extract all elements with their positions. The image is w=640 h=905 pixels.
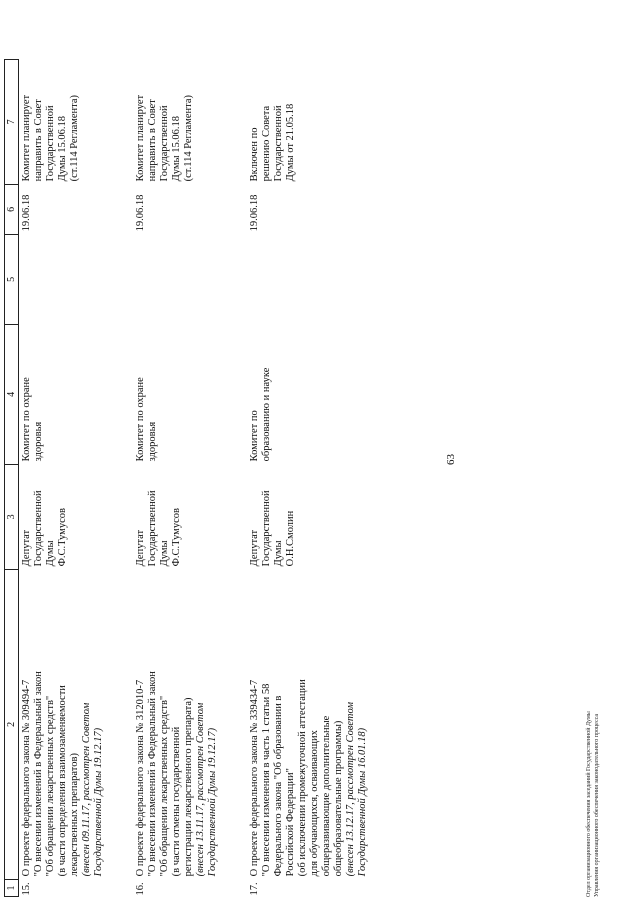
- status-line: Комитет планирует: [21, 94, 32, 182]
- committee-line: Комитет по: [249, 410, 260, 462]
- table-row: [247, 59, 377, 896]
- bill-line: (об исключении промежуточной аттестации: [297, 679, 308, 877]
- author-line: Государственной: [147, 490, 158, 567]
- header-cell: 6: [5, 184, 19, 234]
- row-number: 15.: [21, 882, 32, 896]
- col5-cell: [133, 234, 247, 324]
- bill-line: регистрации лекарственного препарата): [183, 697, 194, 877]
- committee-cell: [19, 324, 134, 464]
- bill-line: Российской Федерации": [285, 768, 296, 877]
- date-cell: 19.06.18: [135, 194, 146, 232]
- bill-line: "О внесении изменений в Федеральный закон: [147, 671, 158, 877]
- header-cell: 5: [5, 234, 19, 324]
- author-line: Думы: [159, 540, 170, 567]
- bill-description: [133, 569, 247, 879]
- footer-line: Отдел организационного обеспечения заседаний Государственной Думы: [586, 711, 592, 897]
- status-line: направить в Совет: [33, 99, 44, 182]
- footer-line: Управления организационного обеспечения законодательного процесса: [594, 713, 600, 897]
- table-row: [19, 59, 134, 896]
- bill-line: для обучающихся, осваивающих: [309, 730, 320, 877]
- bill-line: (в части определения взаимозаменяемости: [57, 685, 68, 877]
- author-line: Думы: [273, 540, 284, 567]
- author-cell: [247, 464, 377, 569]
- bill-line: О проекте федерального закона № 339434-7: [249, 679, 260, 877]
- bill-line: Федерального закона "Об образовании в: [273, 695, 284, 877]
- status-line: Государственной: [159, 105, 170, 182]
- bill-line: (в части отмены государственной: [171, 726, 182, 877]
- bill-line: лекарственных препаратов): [69, 753, 80, 877]
- committee-line: здоровья: [147, 421, 158, 462]
- header-cell: 2: [5, 569, 19, 879]
- status-cell: [19, 59, 134, 184]
- bill-note: (внесен 13.11.17, рассмотрен Советом: [195, 702, 206, 877]
- status-line: Комитет планирует: [135, 94, 146, 182]
- author-cell: [133, 464, 247, 569]
- status-line: (ст.114 Регламента): [69, 94, 80, 182]
- bill-note: (внесен 09.11.17, рассмотрен Советом: [81, 702, 92, 877]
- bill-line: общеразвивающие дополнительные: [321, 715, 332, 877]
- author-line: Депутат: [135, 529, 146, 567]
- col5-cell: [19, 234, 134, 324]
- bill-line: О проекте федерального закона № 309494-7: [21, 679, 32, 877]
- header-cell: 1: [5, 879, 19, 896]
- header-cell: 7: [5, 59, 19, 184]
- status-line: Включен по: [249, 127, 260, 182]
- date-cell: 19.06.18: [249, 194, 260, 232]
- committee-line: здоровья: [33, 421, 44, 462]
- bill-description: [19, 569, 134, 879]
- author-line: Депутат: [21, 529, 32, 567]
- bill-line: "Об обращении лекарственных средств": [45, 695, 56, 877]
- bill-note: (внесен 13.12.17, рассмотрен Советом: [345, 701, 356, 877]
- author-cell: [19, 464, 134, 569]
- bill-note: Государственной Думы 16.01.18): [357, 727, 368, 877]
- bills-table: [4, 59, 377, 897]
- page-number: 63: [445, 454, 457, 465]
- committee-cell: [247, 324, 377, 464]
- row-number: 16.: [135, 882, 146, 896]
- author-line: Государственной: [261, 490, 272, 567]
- committee-line: Комитет по охране: [135, 377, 146, 462]
- status-line: Государственной: [273, 105, 284, 182]
- bill-line: "О внесении изменения в часть 1 статьи 58: [261, 683, 272, 877]
- status-cell: [133, 59, 247, 184]
- committee-cell: [133, 324, 247, 464]
- bill-description: [247, 569, 377, 879]
- status-line: Думы 15.06.18: [171, 116, 182, 182]
- table-row: [133, 59, 247, 896]
- status-line: Думы 15.06.18: [57, 116, 68, 182]
- committee-line: образованию и науке: [261, 367, 272, 462]
- footer: [585, 711, 601, 897]
- status-line: решению Совета: [261, 105, 272, 182]
- status-cell: [247, 59, 377, 184]
- header-row: [5, 59, 19, 896]
- header-cell: 4: [5, 324, 19, 464]
- author-line: Депутат: [249, 529, 260, 567]
- bill-note: Государственной Думы 19.12.17): [207, 727, 218, 877]
- committee-line: Комитет по охране: [21, 377, 32, 462]
- author-line: Государственной: [33, 490, 44, 567]
- status-line: (ст.114 Регламента): [183, 94, 194, 182]
- bill-line: О проекте федерального закона № 312010-7: [135, 679, 146, 877]
- author-line: Думы: [45, 540, 56, 567]
- bill-note: Государственной Думы 19.12.17): [93, 727, 104, 877]
- header-cell: 3: [5, 464, 19, 569]
- author-line: Ф.С.Тумусов: [57, 508, 68, 567]
- author-line: Ф.С.Тумусов: [171, 508, 182, 567]
- bill-line: общеобразовательные программы): [333, 720, 344, 877]
- status-line: направить в Совет: [147, 99, 158, 182]
- date-cell: 19.06.18: [21, 194, 32, 232]
- status-line: Думы от 21.05.18: [285, 103, 296, 182]
- bill-line: "Об обращении лекарственных средств": [159, 695, 170, 877]
- author-line: О.Н.Смолин: [285, 510, 296, 567]
- bill-line: "О внесении изменений в Федеральный закон: [33, 671, 44, 877]
- status-line: Государственной: [45, 105, 56, 182]
- row-number: 17.: [249, 882, 260, 896]
- col5-cell: [247, 234, 377, 324]
